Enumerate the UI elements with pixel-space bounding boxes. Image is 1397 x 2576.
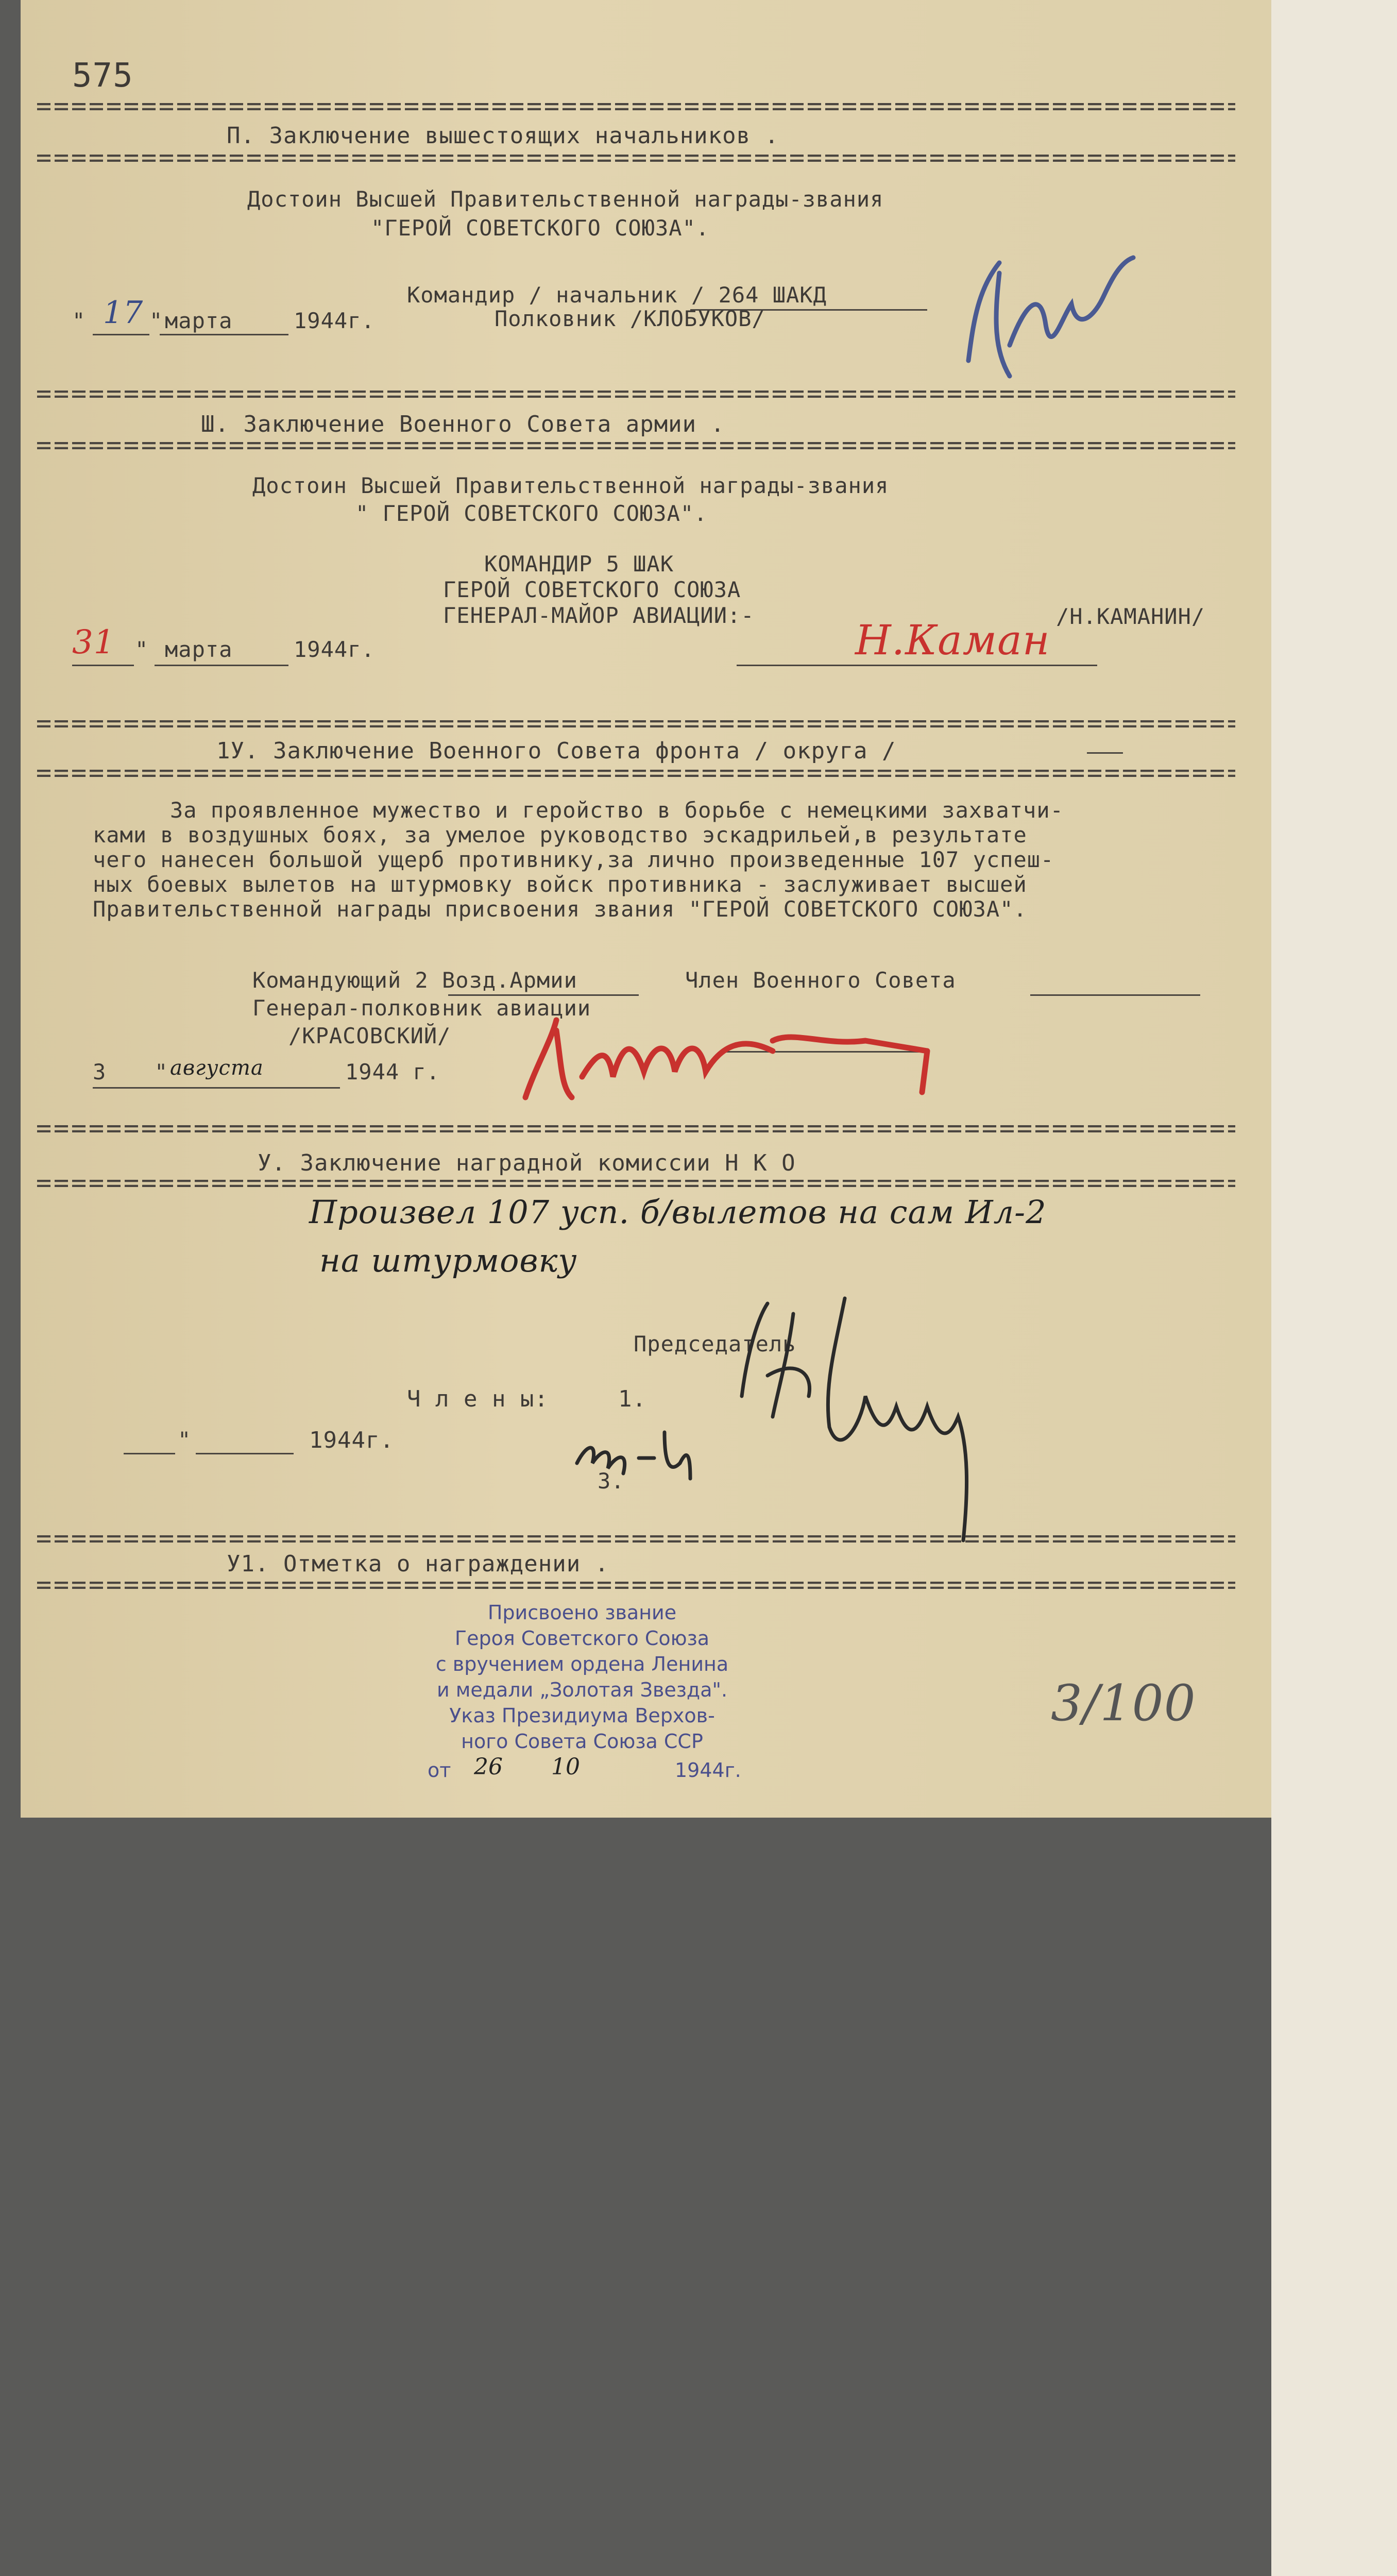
stamp-date-year: 1944г.	[675, 1759, 741, 1782]
date-day: 3	[93, 1059, 107, 1084]
date-day: 17	[103, 295, 144, 331]
underline	[155, 665, 288, 666]
stamp-from-label: от	[428, 1759, 451, 1782]
underline	[196, 1453, 294, 1454]
signature-red	[505, 1010, 958, 1113]
section-text: Достоин Высшей Правительственной награды-звания	[247, 187, 884, 212]
underline	[1030, 994, 1200, 996]
page-number: 575	[72, 57, 133, 95]
commander-title: ГЕНЕРАЛ-МАЙОР АВИАЦИИ:-	[443, 603, 755, 628]
members-label: Ч л е н ы:	[407, 1386, 549, 1412]
handwritten-note: на штурмовку	[319, 1242, 577, 1279]
date-month: марта	[165, 637, 233, 662]
signature-klobukov	[938, 242, 1154, 397]
binding-hole	[1271, 1566, 1397, 2576]
underline	[737, 665, 1097, 666]
date-quote: "	[155, 1059, 168, 1084]
section-paragraph-line: За проявленное мужество и геройство в борьбе с немецкими захватчи-	[170, 798, 1064, 823]
archive-number: 3/100	[1051, 1674, 1196, 1732]
section-text: Достоин Высшей Правительственной награды-звания	[252, 473, 889, 498]
stamp-date-day: 26	[474, 1754, 503, 1780]
stamp-line: с вручением ордена Ленина	[435, 1653, 729, 1675]
commander-title: КОМАНДИР 5 ШАК	[484, 551, 674, 577]
commander-label: Командир / начальник / 264 ШАКД	[407, 282, 827, 308]
section-paragraph-line: ками в воздушных боях, за умелое руководство эскадрильей,в результате	[93, 822, 1027, 848]
stamp-date-line	[397, 1754, 768, 1783]
council-member-label: Член Военного Совета	[685, 968, 956, 993]
commander-name: /КРАСОВСКИЙ/	[288, 1023, 451, 1048]
date-year: 1944г.	[309, 1427, 394, 1453]
stamp-line: Присвоено звание	[487, 1601, 677, 1624]
stamp-line: ного Совета Союза ССР	[461, 1730, 703, 1753]
commander-rank: Полковник /КЛОБУКОВ/	[495, 306, 765, 331]
award-stamp	[397, 1600, 768, 1783]
stamp-date-month: 10	[551, 1754, 580, 1780]
section-paragraph-line: ных боевых вылетов на штурмовку войск противника - заслуживает высшей	[93, 872, 1027, 897]
section-heading: У. Заключение наградной комиссии Н К О	[258, 1150, 796, 1176]
member-number: 3.	[598, 1468, 625, 1494]
section-paragraph-line: Правительственной награды присвоения звания "ГЕРОЙ СОВЕТСКОГО СОЮЗА".	[93, 896, 1027, 922]
date-quote: "	[135, 637, 149, 662]
underline	[93, 334, 149, 335]
section-heading: Ш. Заключение Военного Совета армии .	[201, 411, 725, 437]
date-quote: "	[178, 1427, 192, 1452]
date-quote: "	[72, 308, 86, 333]
commander-label: Командующий 2 Возд.Армии	[252, 968, 577, 993]
stamp-line: Указ Президиума Верхов-	[449, 1704, 715, 1727]
date-quote: "	[149, 308, 163, 333]
commander-name: /Н.КАМАНИН/	[1056, 604, 1205, 629]
underline	[72, 665, 134, 666]
date-month: марта	[165, 308, 233, 333]
section-text: " ГЕРОЙ СОВЕТСКОГО СОЮЗА".	[355, 501, 708, 526]
date-day: 31	[72, 623, 115, 662]
stamp-line: Героя Советского Союза	[454, 1627, 710, 1650]
underline	[93, 1087, 340, 1089]
underline	[160, 334, 288, 335]
commander-title: ГЕРОЙ СОВЕТСКОГО СОЮЗА	[443, 577, 741, 602]
section-paragraph-line: чего нанесен большой ущерб противнику,за лично произведенные 107 успеш-	[93, 847, 1054, 872]
section-heading: 1У. Заключение Военного Совета фронта / округа /	[216, 738, 896, 764]
signature-kamanin: Н.Каман	[855, 616, 1050, 664]
signature-member	[567, 1401, 721, 1504]
date-year: 1944 г.	[345, 1059, 440, 1084]
commander-rank: Генерал-полковник авиации	[252, 995, 591, 1021]
chairman-label: Председатель	[634, 1331, 796, 1357]
underline	[1087, 752, 1123, 754]
date-year: 1944г.	[294, 637, 375, 662]
section-heading: У1. Отметка о награждении .	[227, 1551, 609, 1577]
date-year: 1944г.	[294, 308, 375, 333]
stamp-line: и медали „Золотая Звезда".	[436, 1679, 728, 1701]
date-month: августа	[170, 1056, 264, 1080]
member-number: 1.	[618, 1386, 646, 1412]
handwritten-note: Произвел 107 усп. б/вылетов на сам Ил-2	[309, 1193, 1047, 1231]
underline	[124, 1453, 175, 1454]
section-text: "ГЕРОЙ СОВЕТСКОГО СОЮЗА".	[371, 215, 710, 241]
section-heading: П. Заключение вышестоящих начальников .	[227, 123, 779, 149]
